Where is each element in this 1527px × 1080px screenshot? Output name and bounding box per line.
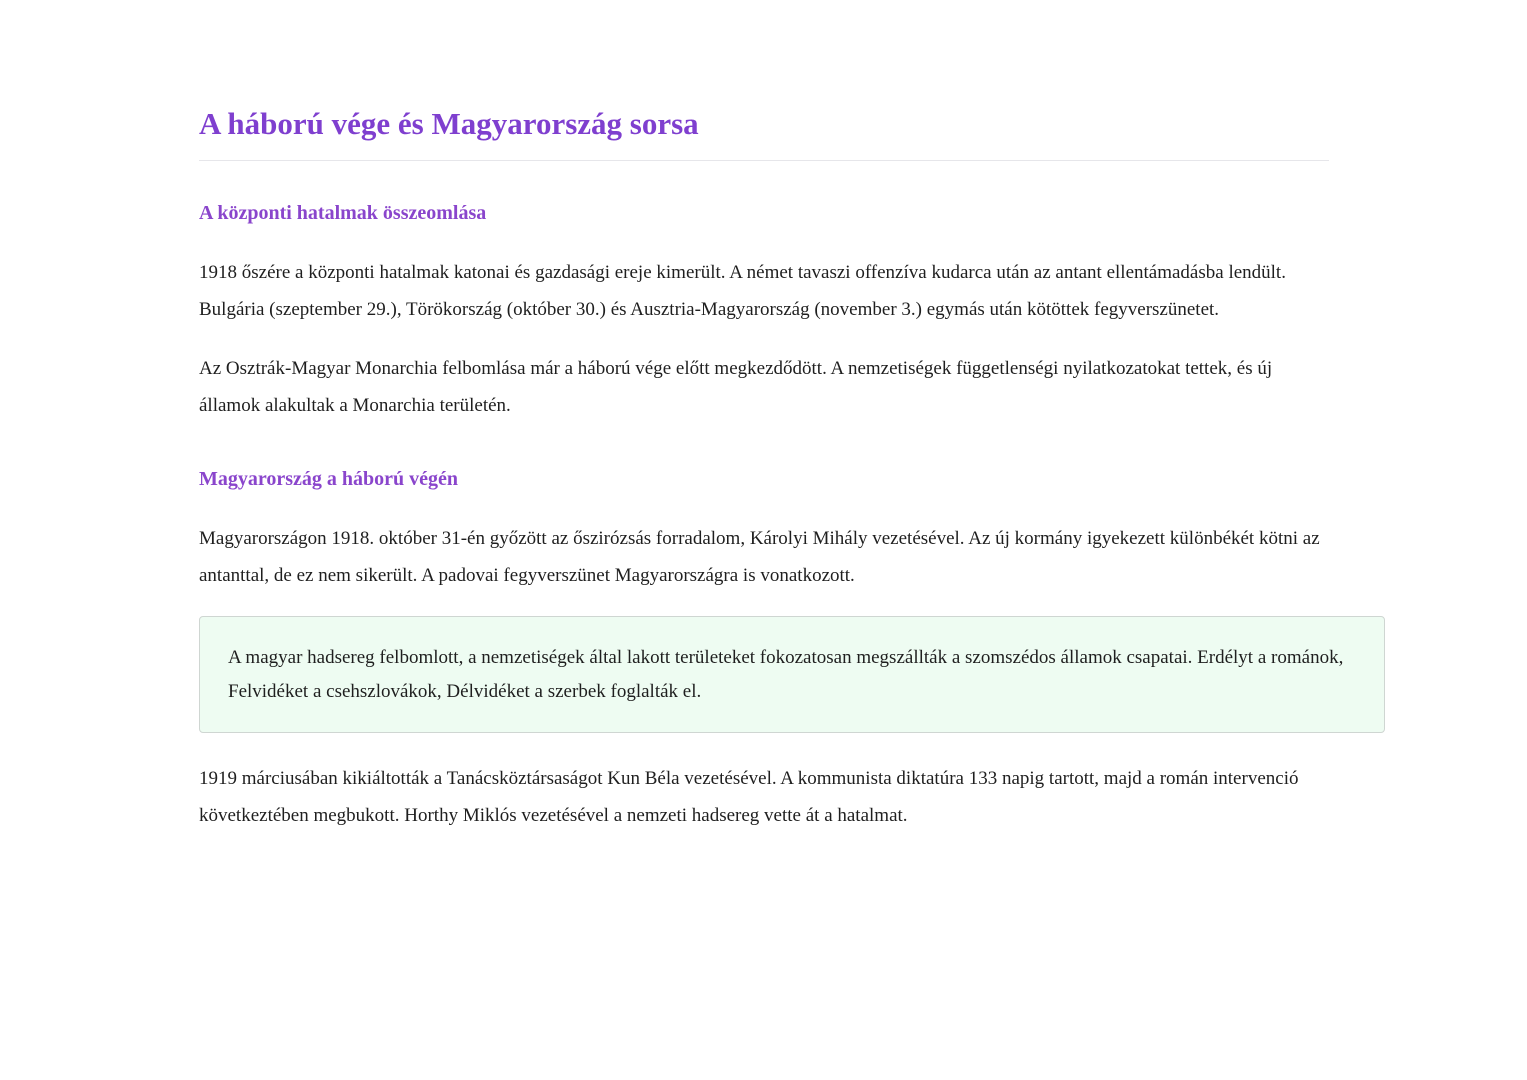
highlight-box <box>199 616 1385 733</box>
paragraph: 1918 őszére a központi hatalmak katonai és gazdasági ereje kimerült. A német tavaszi offenzíva kudarca után az antant ellentámadásba lendült. Bulgária (szeptember 29.), Törökország (október 30.) és Ausztria-Magyarország (november 3.) egymás után kötöttek fegyverszünetet. <box>199 262 1286 320</box>
document-page <box>199 100 1386 834</box>
section-heading-central-powers: A központi hatalmak összeomlása <box>199 202 487 224</box>
paragraph: Az Osztrák-Magyar Monarchia felbomlása már a háború vége előtt megkezdődött. A nemzetiségek függetlenségi nyilatkozatokat tettek, és új államok alakultak a Monarchia területén. <box>199 358 1273 416</box>
page-title: A háború vége és Magyarország sorsa <box>199 100 1329 161</box>
highlight-text: A magyar hadsereg felbomlott, a nemzetiségek által lakott területeket fokozatosan megszállták a szomszédos államok csapatai. Erdélyt a románok, Felvidéket a csehszlovákok, Délvidéket a szerbek foglalták el. <box>228 647 1344 702</box>
section-heading-hungary: Magyarország a háború végén <box>199 468 459 490</box>
paragraph: Magyarországon 1918. október 31-én győzött az őszirózsás forradalom, Károlyi Mihály vezetésével. Az új kormány igyekezett különbékét kötni az antanttal, de ez nem sikerült. A padovai fegyverszünet Magyarországra is vonatkozott. <box>199 528 1320 586</box>
paragraph: 1919 márciusában kikiáltották a Tanácsköztársaságot Kun Béla vezetésével. A kommunista diktatúra 133 napig tartott, majd a román intervenció következtében megbukott. Horthy Miklós vezetésével a nemzeti hadsereg vette át a hatalmat. <box>199 768 1299 826</box>
